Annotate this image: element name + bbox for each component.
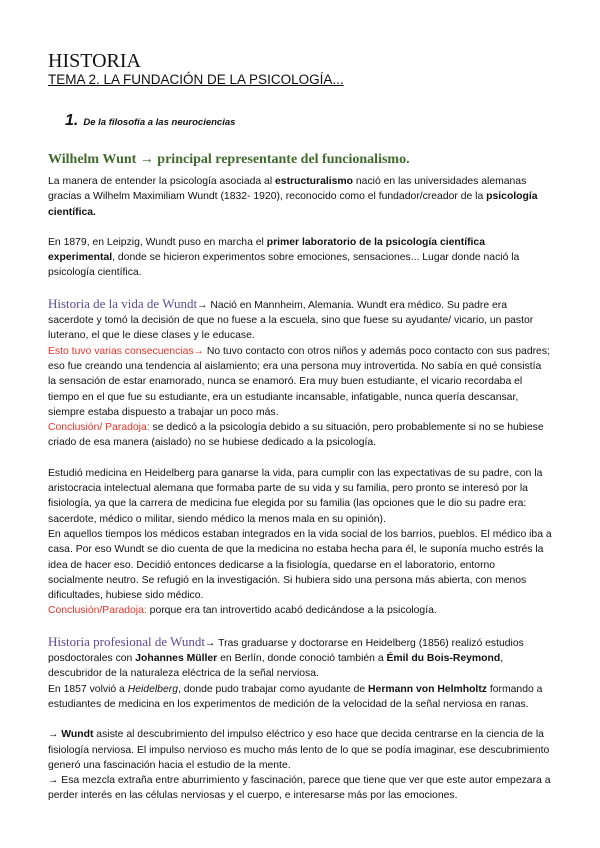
paragraph-professional-history: Historia profesional de Wundt→ Tras graduarse y doctorarse en Heidelberg (1856) realizó estudios posdoctorales con Johannes Müller en Berlín, donde conoció también a Émil du Bois-Reymond, descubridor de la naturaleza eléctrica de la señal nerviosa. En 1857 volvió a Heidelberg, donde pudo trabajar como ayudante de Hermann von Helmholtz formando a estudiantes de medicina en los experimentos de medición de la velocidad de la señal nerviosa en ranas.: [48, 633, 543, 710]
section-number: 1.: [65, 112, 79, 129]
life-history-heading: Historia de la vida de Wundt: [48, 295, 198, 311]
paragraph-intro: La manera de entender la psicología asociada al estructuralismo nació en las universidades alemanas gracias a Wilhelm Maximiliam Wundt (1832- 1920), reconocido como el fundador/creador de la psicología científica.: [48, 176, 538, 218]
paragraph-nerve-impulse: → Wundt asiste al descubrimiento del impulso eléctrico y eso hace que decida centrarse en la ciencia de la fisiología nerviosa. El impulso nervioso es mucho más lento de lo que se podía imaginar, ese descubrimiento generó una fascinación hacia el estudio de la mente. → Esa mezcla extraña entre aburrimiento y fascinación, parece que tiene que ver que este autor empezara a perder interés en las células nerviosas y el cuerpo, e interesarse más por las emociones.: [48, 729, 551, 802]
section-heading: [65, 112, 552, 130]
paragraph-medicine: Estudió medicina en Heidelberg para ganarse la vida, para cumplir con las expectativas de su padre, con la aristocracia intelectual alemana que formaba parte de su vida y su familia, pero pronto se interesó por la fisiología, ya que la carrera de medicina fue elegida por su familia (las opciones que le dio su padre era: sacerdote, médico o militar, siendo médico la menos mala en su opinión). En aquellos tiempos los médicos estaban integrados en la vida social de los barrios, pueblos. El médico iba a casa. Por eso Wundt se dio cuenta de que la medicina no estaba hecha para él, le suponía mucho estrés la idea de hacer eso. Decidió entonces dedicarse a la fisiología, quedarse en el laboratorio, entorno socialmente neutro. Se refugió en la investigación. Si hubiera sido una persona más abierta, con menos dificultades, hubiese sido médico. Conclusión/Paradoja: porque era tan introvertido acabó dedicándose a la psicología.: [48, 467, 552, 617]
section-title: De la filosofía a las neurociencias: [83, 117, 236, 128]
page-subtitle: TEMA 2. LA FUNDACIÓN DE LA PSICOLOGÍA...: [48, 72, 344, 87]
wundt-heading: Wilhelm Wunt → principal representante del funcionalismo.: [48, 152, 410, 167]
paragraph-laboratory: En 1879, en Leipzig, Wundt puso en marcha el primer laboratorio de la psicología científica experimental, donde se hicieron experimentos sobre emociones, sensaciones... Lugar donde nació la psicología científica.: [48, 236, 520, 279]
professional-history-heading: Historia profesional de Wundt: [48, 633, 206, 649]
page-title: HISTORIA: [48, 50, 141, 72]
paragraph-life-history: Historia de la vida de Wundt→ Nació en Mannheim, Alemania. Wundt era médico. Su padre era sacerdote y tomó la decisión de que no fuese a la escuela, sino que fuese su ayudante/ vicario, un pastor luterano, el que le diese clases y le educase. Esto tuvo varias consecuencias→ No tuvo contacto con otros niños y además poco contacto con sus padres; eso fue creando una tendencia al aislamiento; era una persona muy introvertida. No sabía en qué consistía la sensación de estar enamorado, nunca se enamoró. Era muy buen estudiante, el vicario recordaba el tiempo en el que fue su estudiante, era un estudiante incansable, infatigable, nunca quería descansar, siempre estaba dispuesto a trabajar un poco más. Conclusión/ Paradoja: se dedicó a la psicología debido a su situación, pero probablemente si no se hubiese criado de esa manera (aislado) no se hubiese dedicado a la psicología.: [48, 295, 550, 449]
